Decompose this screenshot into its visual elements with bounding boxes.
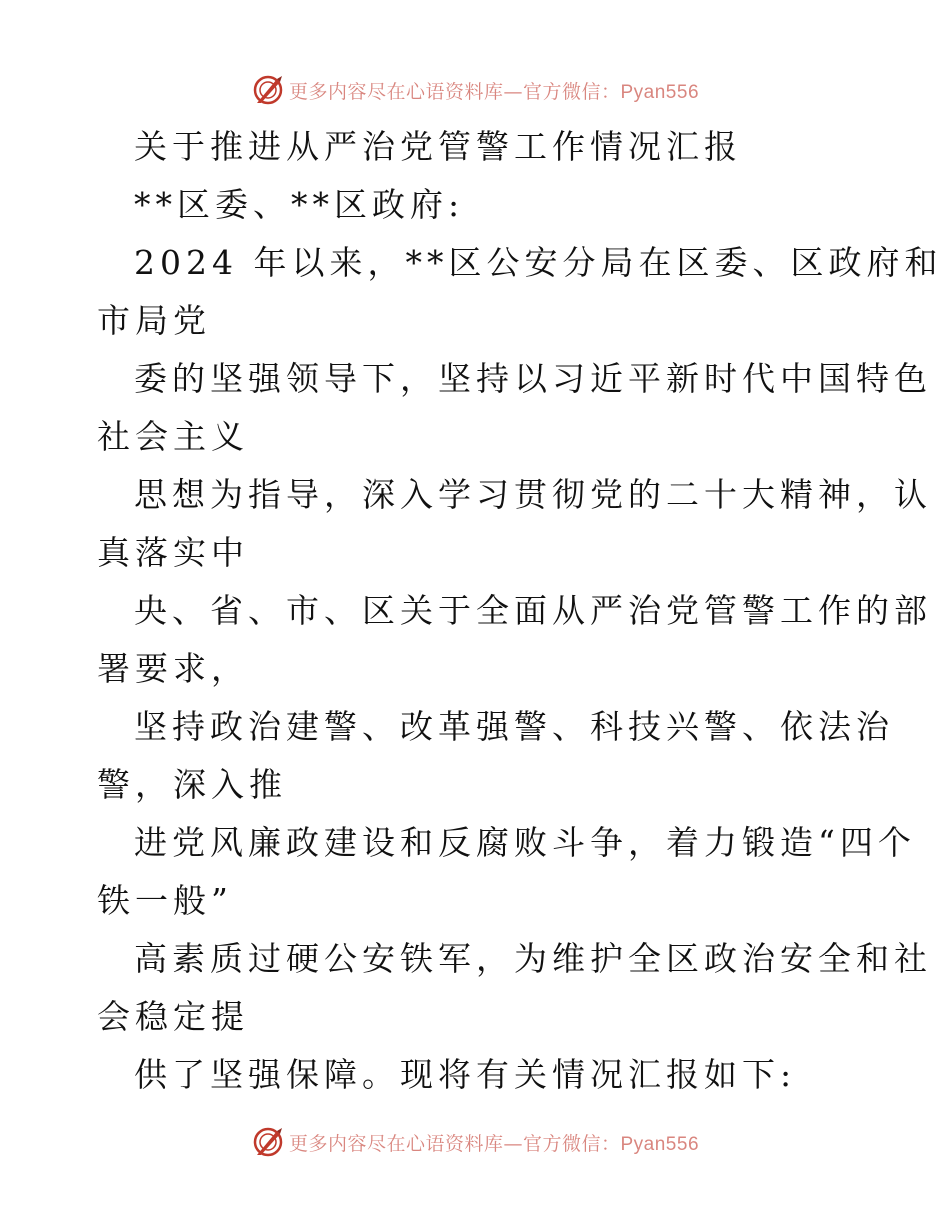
body-line: 铁一般” <box>97 881 233 920</box>
watermark-wechat-label: 官方微信： <box>522 1132 621 1155</box>
quill-pen-logo-icon <box>251 73 285 107</box>
body-line: 警，深入推 <box>97 765 287 804</box>
body-line: 高素质过硬公安铁军，为维护全区政治安全和社 <box>134 939 932 978</box>
body-line: 社会主义 <box>97 417 249 456</box>
document-body <box>0 118 950 1104</box>
watermark-wechat-id: Pyan556 <box>620 81 700 103</box>
watermark-text <box>289 77 699 104</box>
body-line: 市局党 <box>97 301 211 340</box>
document-title: 关于推进从严治党管警工作情况汇报 <box>134 127 742 166</box>
footer-watermark <box>0 1122 950 1162</box>
addressee-line: **区委、**区政府: <box>134 185 465 224</box>
body-line: 委的坚强领导下，坚持以习近平新时代中国特色 <box>134 359 932 398</box>
body-line: 供了坚强保障。现将有关情况汇报如下: <box>134 1055 797 1094</box>
header-watermark <box>0 70 950 110</box>
body-line: 思想为指导，深入学习贯彻党的二十大精神，认 <box>134 475 932 514</box>
body-line: 2024 年以来，**区公安分局在区委、区政府和 <box>134 243 943 282</box>
watermark-brand: 更多内容尽在心语资料库 <box>288 1132 504 1155</box>
watermark-separator: — <box>503 1132 523 1155</box>
body-line: 会稳定提 <box>97 997 249 1036</box>
watermark-separator: — <box>503 80 523 103</box>
body-line: 进党风廉政建设和反腐败斗争，着力锻造“四个 <box>134 823 916 862</box>
watermark-text <box>289 1129 699 1156</box>
body-line: 真落实中 <box>97 533 249 572</box>
watermark-wechat-label: 官方微信： <box>522 80 621 103</box>
quill-pen-logo-icon <box>251 1125 285 1159</box>
body-line: 坚持政治建警、改革强警、科技兴警、依法治 <box>134 707 894 746</box>
body-line: 署要求， <box>97 649 249 688</box>
watermark-wechat-id: Pyan556 <box>620 1133 700 1155</box>
body-line: 央、省、市、区关于全面从严治党管警工作的部 <box>134 591 932 630</box>
watermark-brand: 更多内容尽在心语资料库 <box>288 80 504 103</box>
